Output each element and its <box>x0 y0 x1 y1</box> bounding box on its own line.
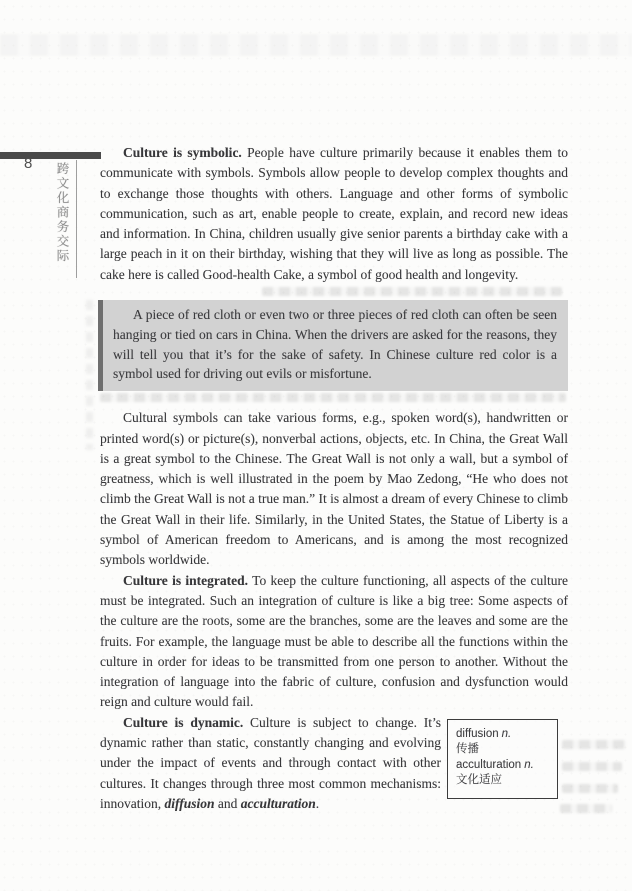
paragraph-body: Cultural symbols can take various forms, e.g., spoken word(s), handwritten or printed word(s) or picture(s), nonverbal actions, objects, etc. In China, the Great Wall is a great symbol to the Chinese. The Great Wall is not only a wall, but a symbol of greatness, which is well illustrated in the poem by Mao Zedong, “He who does not climb the Great Wall is not a true man.” It is almost a dream of every Chinese to climb the Great Wall in their life. Similarly, in the United States, the Statue of Liberty is a symbol of American freedom to Americans, and is among the most recognized symbols worldwide. <box>100 410 568 568</box>
sidebar-black-bar <box>0 152 101 159</box>
paragraph-lead: Culture is integrated. <box>123 572 249 588</box>
emphasized-term: diffusion <box>164 795 215 811</box>
paragraph-culture-symbolic <box>100 143 568 285</box>
body-text-column <box>100 143 568 814</box>
vocabulary-box <box>447 719 558 799</box>
scan-artifact-band <box>0 34 632 56</box>
paragraph-cultural-symbols-forms <box>100 408 568 570</box>
paragraph-lead: Culture is symbolic. <box>123 145 242 160</box>
vocab-translation: 文化适应 <box>456 774 502 787</box>
vocab-pos: n. <box>501 727 512 740</box>
vocab-pos: n. <box>524 758 534 771</box>
vocab-entry <box>456 758 549 774</box>
paragraph-body: People have culture primarily because it enables them to communicate with symbols. Symbols allow people to develop complex thoughts and to exchange those thoughts with others. Language and other forms of symbolic communication, such as art, enable people to create, explain, and record new ideas and information. In China, children usually give senior parents a birthday cake with a large peach in it on their birthday, wishing that they will live as long as possible. The cake here is called Good-health Cake, a symbol of good health and longevity. <box>100 145 568 282</box>
vocab-entry <box>456 727 549 743</box>
bleed-through-vertical <box>86 300 93 450</box>
book-title-vertical: 跨文化商务交际 <box>55 162 69 264</box>
bleed-through-line <box>562 784 618 793</box>
vocab-term: diffusion <box>456 727 499 740</box>
page-number: 8 <box>24 155 33 172</box>
sidebar-rule <box>76 160 77 278</box>
emphasized-term: acculturation <box>240 795 316 811</box>
paragraph-body: and <box>214 795 241 811</box>
paragraph-body: . <box>315 795 320 811</box>
bleed-through-line <box>562 762 622 771</box>
paragraph-body: Culture is subject to change. It’s dynamic rather than static, constantly changing and evolving under the impact of events and through contact with other cultures. It changes through three most common mechanisms: innovation, <box>100 714 441 811</box>
paragraph-culture-integrated <box>100 571 568 713</box>
vocab-term: acculturation <box>456 758 522 771</box>
bleed-through-line <box>562 740 626 749</box>
paragraph-body: To keep the culture functioning, all aspects of the culture must be integrated. Such an integration of culture is like a big tree: Some aspects of the culture are the roots, some are the branches, some are the leaves and some are the fruits. For example, the language must be able to describe all the functions within the culture in order for ideas to be transmitted from one person to another. Without the integration of language into the fabric of culture, confusion and dysfunction would reign and culture would fail. <box>100 572 568 710</box>
vocab-translation: 传播 <box>456 743 479 756</box>
callout-text: A piece of red cloth or even two or three pieces of red cloth can often be seen hanging or tied on cars in China. When the drivers are asked for the reasons, they will tell you that it’s for the sake of safety. In Chinese culture red color is a symbol used for driving out evils or misfortune. <box>113 307 557 382</box>
paragraph-culture-dynamic-wrap <box>100 713 568 814</box>
highlighted-callout-box <box>98 300 568 391</box>
paragraph-lead: Culture is dynamic. <box>123 714 244 730</box>
